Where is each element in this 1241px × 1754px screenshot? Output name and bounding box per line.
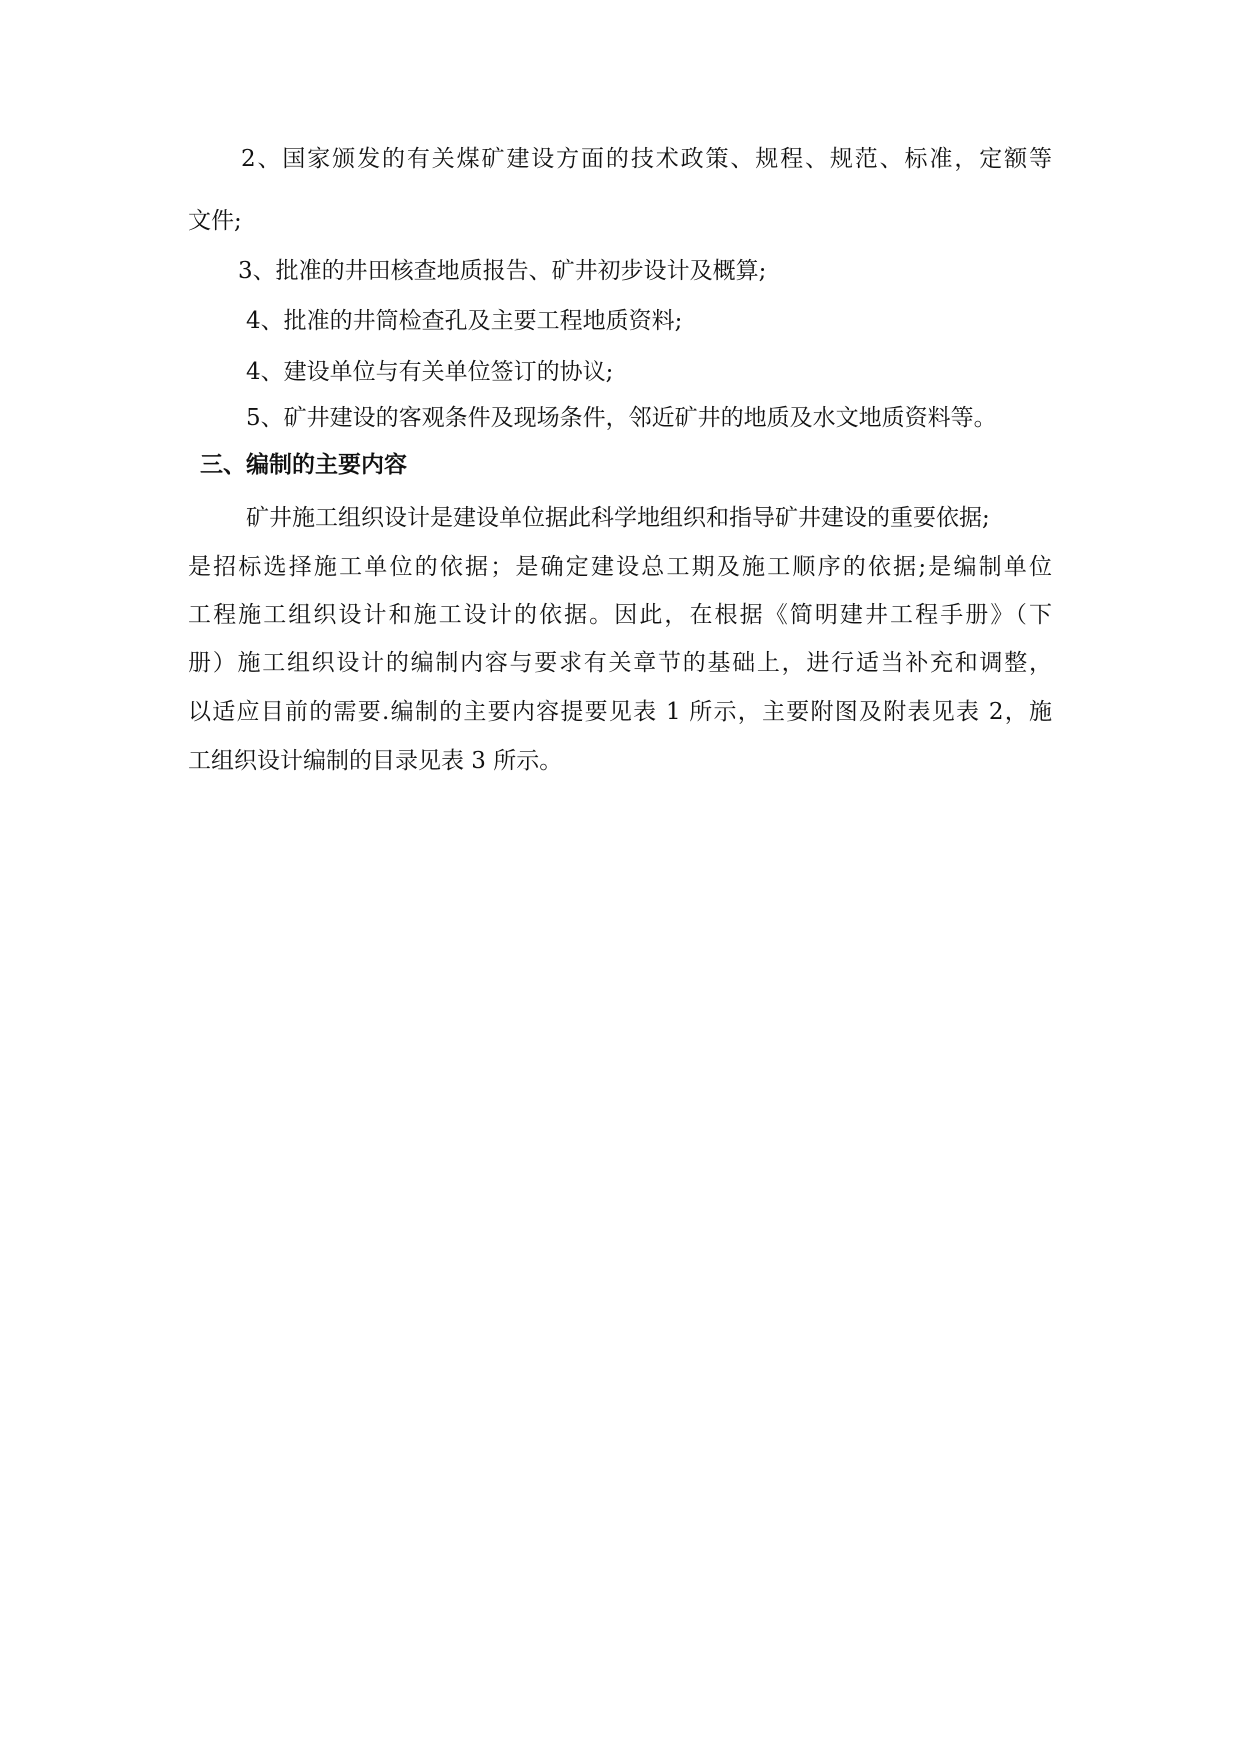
section-heading: 三、编制的主要内容: [200, 452, 407, 478]
paragraph-line-2: 是招标选择施工单位的依据；是确定建设总工期及施工顺序的依据;是编制单位: [188, 554, 1052, 580]
list-item-4b: 4、建设单位与有关单位签订的协议;: [246, 359, 614, 385]
list-item-2-line-1: 2、国家颁发的有关煤矿建设方面的技术政策、规程、规范、标准，定额等: [241, 146, 1052, 172]
paragraph-line-1: 矿井施工组织设计是建设单位据此科学地组织和指导矿井建设的重要依据;: [246, 505, 990, 531]
paragraph-line-4: 册）施工组织设计的编制内容与要求有关章节的基础上，进行适当补充和调整，: [188, 650, 1052, 676]
list-item-3: 3、批准的井田核查地质报告、矿井初步设计及概算;: [238, 258, 767, 284]
list-item-5: 5、矿井建设的客观条件及现场条件，邻近矿井的地质及水文地质资料等。: [246, 405, 997, 431]
paragraph-line-6: 工组织设计编制的目录见表 3 所示。: [188, 748, 563, 774]
paragraph-line-3: 工程施工组织设计和施工设计的依据。因此，在根据《简明建井工程手册》（下: [188, 602, 1052, 628]
paragraph-line-5: 以适应目前的需要.编制的主要内容提要见表 1 所示，主要附图及附表见表 2，施: [188, 699, 1052, 725]
list-item-4a: 4、批准的井筒检查孔及主要工程地质资料;: [246, 308, 683, 334]
list-item-2-line-2: 文件;: [188, 208, 242, 234]
